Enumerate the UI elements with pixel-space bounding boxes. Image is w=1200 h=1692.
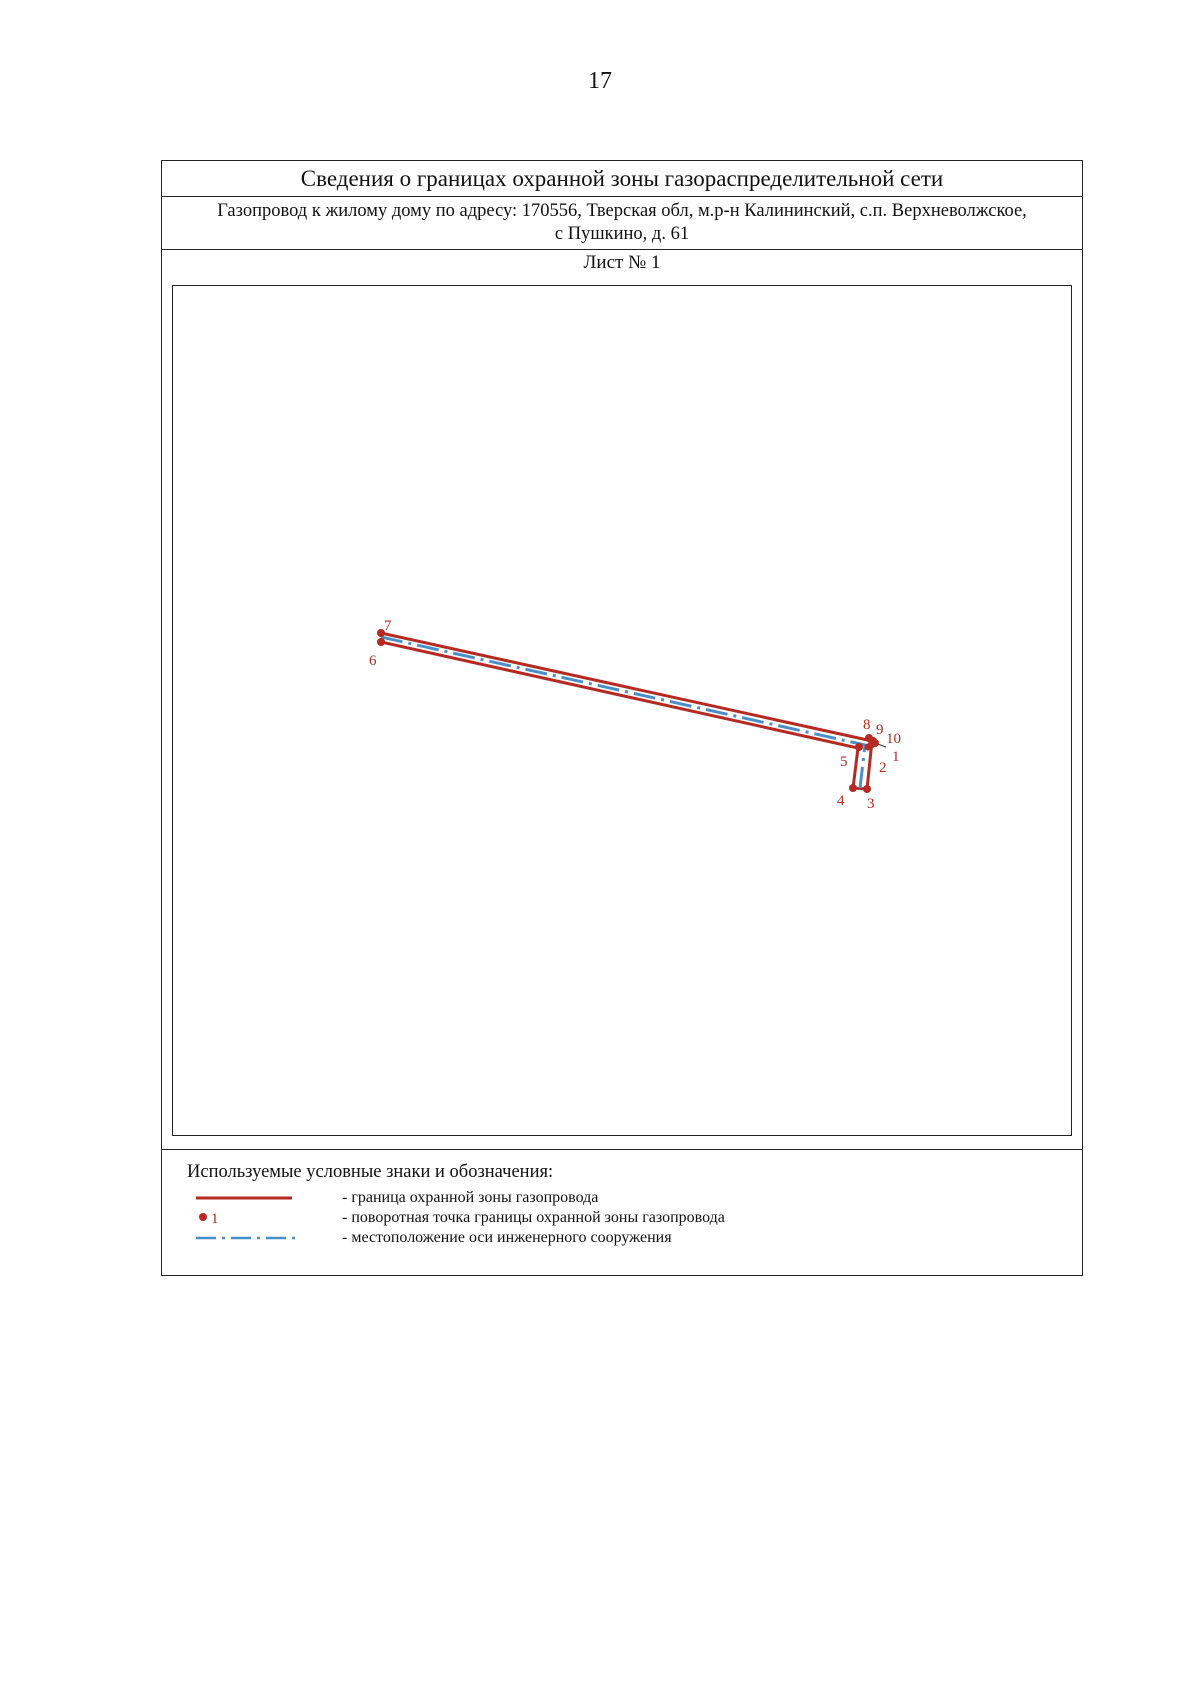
legend-text-axis: - местоположение оси инженерного сооружения — [342, 1229, 672, 1246]
legend-title: Используемые условные знаки и обозначения: — [187, 1162, 554, 1182]
document-frame — [161, 160, 1083, 1276]
legend-text-turning-point: - поворотная точка границы охранной зоны газопровода — [342, 1209, 725, 1226]
turning-point-2-marker — [865, 744, 872, 751]
protection-zone-boundary-north — [381, 633, 872, 741]
sheet-number: Лист № 1 — [583, 252, 661, 273]
legend-item-turning-point — [162, 1208, 1082, 1228]
document-title: Сведения о границах охранной зоны газораспределительной сети — [162, 161, 1082, 197]
turning-point-5-marker — [855, 743, 863, 751]
point-label-8: 8 — [863, 717, 871, 733]
map-area — [172, 285, 1072, 1136]
red-boundary-line-icon — [196, 1188, 296, 1208]
point-label-10: 10 — [886, 731, 901, 747]
protection-zone-boundary-south — [381, 642, 858, 788]
address-line-2: с Пушкино, д. 61 — [554, 224, 690, 244]
point-label-2: 2 — [879, 760, 887, 776]
point-label-6: 6 — [369, 653, 377, 669]
point-label-1: 1 — [892, 749, 900, 765]
red-point-icon — [196, 1208, 296, 1228]
legend-item-axis — [162, 1228, 1082, 1248]
legend-text-boundary: - граница охранной зоны газопровода — [342, 1189, 599, 1206]
legend-point-marker-label: 1 — [211, 1211, 219, 1227]
legend-divider — [162, 1149, 1082, 1150]
map-canvas — [173, 286, 1073, 1137]
point-label-4: 4 — [837, 793, 845, 809]
page-number: 17 — [588, 68, 612, 94]
legend-item-boundary — [162, 1188, 1082, 1208]
point-label-7: 7 — [384, 618, 392, 634]
object-address — [162, 196, 1082, 250]
point-label-9: 9 — [876, 722, 884, 738]
address-line-1: Газопровод к жилому дому по адресу: 170556, Тверская обл, м.р-н Калининский, с.п. Верхневолжское, — [217, 201, 1027, 221]
point-label-3: 3 — [867, 796, 875, 812]
point-label-5: 5 — [840, 754, 848, 770]
turning-point-3-marker — [863, 785, 871, 793]
blue-dash-dot-line-icon — [196, 1228, 296, 1248]
turning-point-4-marker — [849, 784, 857, 792]
turning-point-6-marker — [377, 638, 385, 646]
